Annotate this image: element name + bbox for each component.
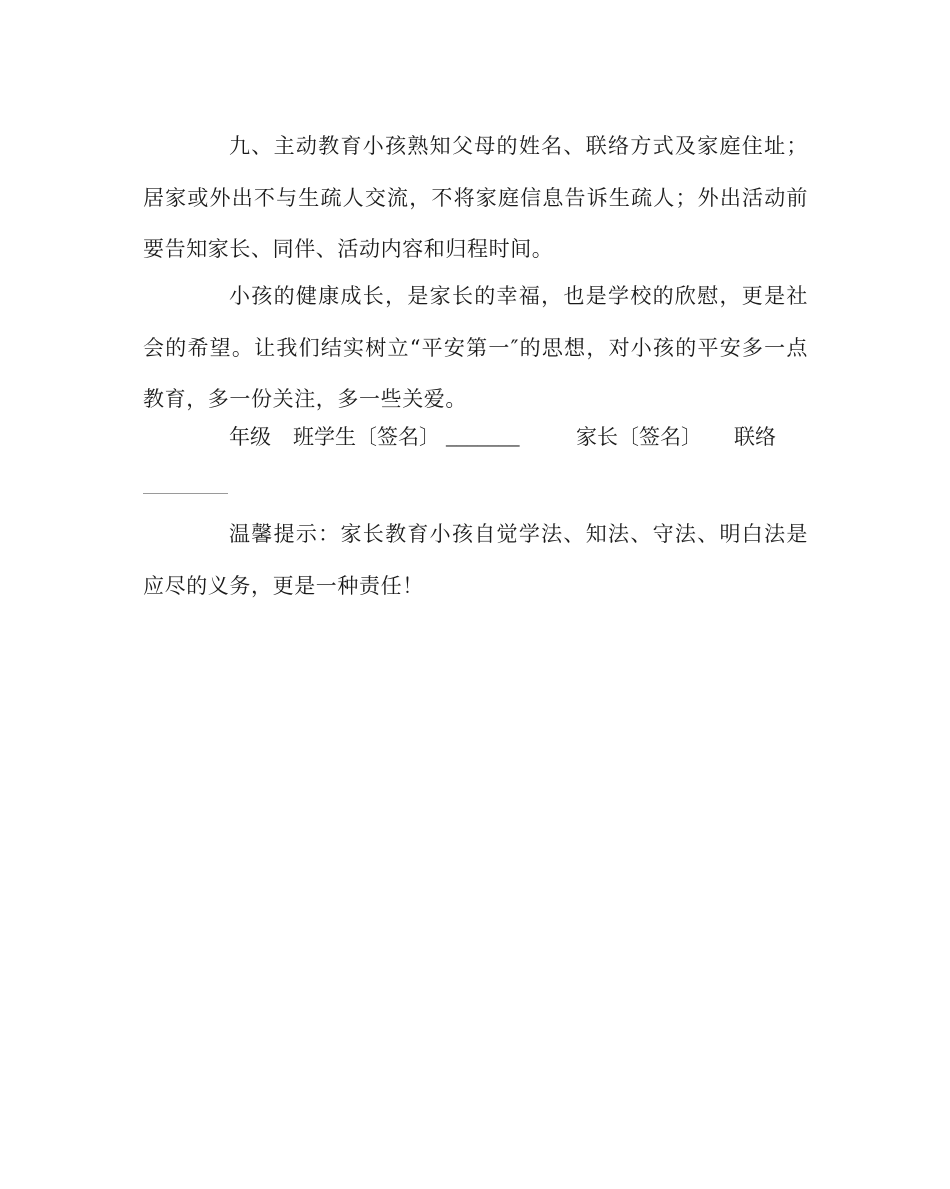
parent-signature-label: 家长〔签名〕 xyxy=(576,425,702,449)
paragraph-reminder: 温馨提示：家长教育小孩自觉学法、知法、守法、明白法是应尽的义务，更是一种责任！ xyxy=(143,522,808,598)
student-signature-blank: _______ xyxy=(446,425,520,449)
contact-label: 联络 xyxy=(734,425,776,449)
contact-blank-line xyxy=(143,493,228,494)
student-signature-label: 班学生〔签名〕 xyxy=(293,425,440,449)
grade-label: 年级 xyxy=(229,425,271,449)
paragraph-closing: 小孩的健康成长，是家长的幸福，也是学校的欣慰，更是社会的希望。让我们结实树立“平安第一″的思想，对小孩的平安多一点教育，多一份关注，多一些关爱。 xyxy=(143,284,808,411)
paragraph-item-nine: 九、主动教育小孩熟知父母的姓名、联络方式及家庭住址；居家或外出不与生疏人交流，不将家庭信息告诉生疏人；外出活动前要告知家长、同伴、活动内容和归程时间。 xyxy=(143,134,808,261)
